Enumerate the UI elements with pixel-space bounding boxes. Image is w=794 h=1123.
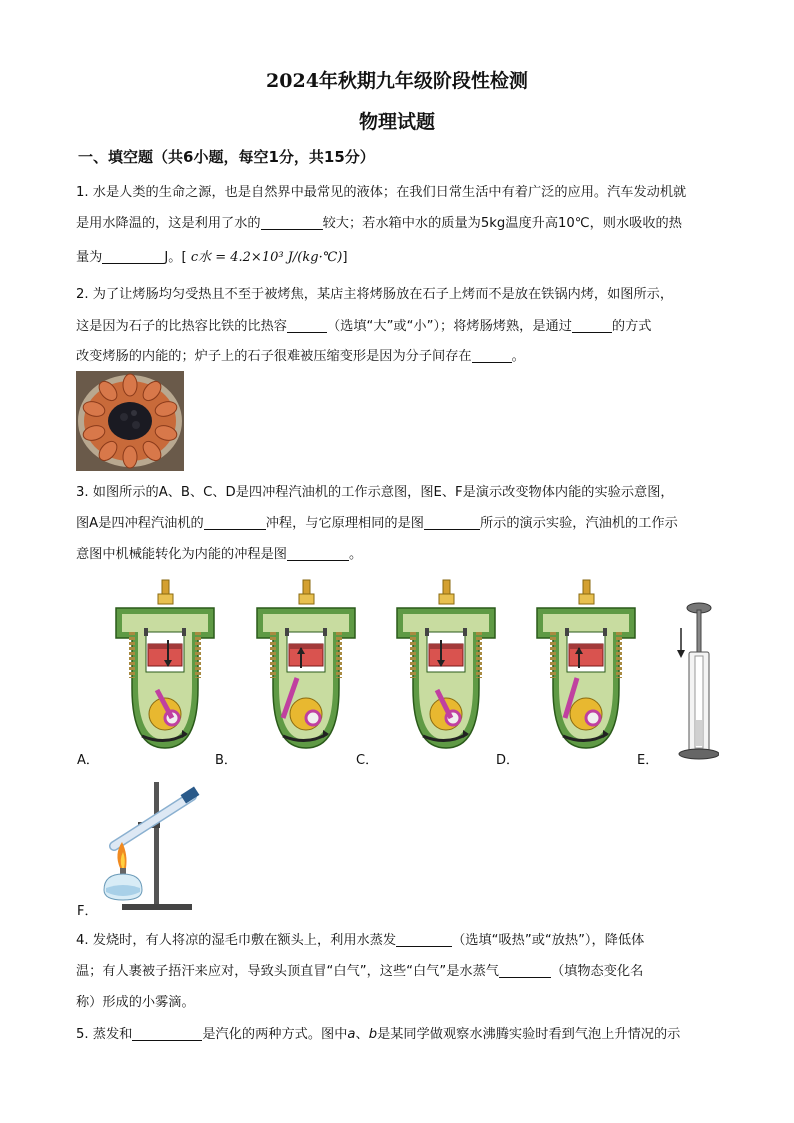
q5-text-a: 5. 蒸发和 [76, 1027, 133, 1042]
figure-label-d: D． [496, 753, 520, 768]
q3-text-e: 。 [349, 547, 363, 562]
q1-line1: 1. 水是人类的生命之源，也是自然界中最常见的液体；在我们日常生活中有着广泛的应用。汽车发动机就 [76, 185, 687, 200]
q4-blank-1[interactable] [396, 932, 452, 947]
air-compression-tube-diagram [673, 600, 719, 760]
q4-line1 [76, 929, 644, 948]
q2-line3 [76, 345, 525, 364]
figure-label-b: B． [215, 753, 237, 768]
figure-label-e: E． [637, 753, 659, 768]
q2-blank-2[interactable] [572, 318, 612, 333]
q3-text-d: 意图中机械能转化为内能的冲程是图 [76, 547, 287, 562]
q3-line3 [76, 543, 362, 562]
engine-diagram-c [393, 578, 499, 758]
q4-blank-2[interactable] [499, 963, 551, 978]
q2-line2 [76, 315, 651, 334]
q5-text-c: 是某同学做观察水沸腾实验时看到气泡上升情况的示 [377, 1027, 681, 1042]
q2-blank-3[interactable] [472, 348, 512, 363]
q4-text-a: 4. 发烧时，有人将凉的湿毛巾敷在额头上，利用水蒸发 [76, 933, 397, 948]
engine-diagram-d [533, 578, 639, 758]
q5-sep: 、 [355, 1027, 369, 1042]
q3-blank-2[interactable] [424, 515, 480, 530]
q3-text-b: 冲程，与它原理相同的是图 [265, 516, 424, 531]
figure-label-a: A． [77, 753, 99, 768]
q5-var-b: b [368, 1027, 378, 1042]
q2-text-d: 改变烤肠的内能的；炉子上的石子很难被压缩变形是因为分子间存在 [76, 349, 472, 364]
figure-label-f: F． [77, 904, 98, 919]
q3-text-a: 图A是四冲程汽油机的 [76, 516, 204, 531]
exam-subtitle: 物理试题 [358, 111, 435, 133]
q2-text-a: 这是因为石子的比热容比铁的比热容 [76, 319, 287, 334]
q3-blank-3[interactable] [287, 546, 349, 561]
q3-line2 [76, 512, 678, 531]
q4-line3: 称）形成的小雾滴。 [76, 995, 195, 1010]
q5-text-b: 是汽化的两种方式。图中 [202, 1027, 348, 1042]
q3-text-c: 所示的演示实验，汽油机的工作示 [479, 516, 678, 531]
grilled-sausage-photo [76, 371, 184, 471]
q5-blank-1[interactable] [132, 1026, 202, 1041]
exam-title: 2024年秋期九年级阶段性检测 [266, 70, 528, 92]
q2-text-c: 的方式 [611, 319, 652, 334]
q1-text-a: 是用水降温的，这是利用了水的 [76, 216, 261, 231]
q1-blank-1[interactable] [261, 215, 323, 230]
q3-blank-1[interactable] [204, 515, 266, 530]
q4-text-c: 温；有人裹被子捂汗来应对，导致头顶直冒“白气”，这些“白气”是水蒸气 [76, 964, 499, 979]
q1-line2 [76, 212, 682, 231]
q1-text-d: J。[ [164, 250, 187, 265]
q1-text-b: 较大；若水箱中水的质量为5kg温度升高10℃，则水吸收的热 [322, 216, 682, 231]
q2-text-e: 。 [511, 349, 525, 364]
specific-heat-formula: c水 = 4.2×10³ J/(kg·℃) [190, 250, 343, 265]
q1-text-e: ] [342, 250, 348, 265]
engine-diagram-a [112, 578, 218, 758]
q1-text-c: 量为 [76, 250, 103, 265]
q5-var-a: a [347, 1027, 356, 1042]
q5-line1 [76, 1023, 680, 1042]
q1-blank-2[interactable] [102, 249, 164, 264]
q2-line1: 2. 为了让烤肠均匀受热且不至于被烤焦，某店主将烤肠放在石子上烤而不是放在铁锅内烤，如图所示， [76, 287, 674, 302]
q2-text-b: （选填“大”或“小”）；将烤肠烤熟，是通过 [327, 319, 572, 334]
section-heading: 一、填空题（共6小题，每空1分，共15分） [78, 148, 375, 166]
q2-blank-1[interactable] [287, 318, 327, 333]
q4-text-d: （填物态变化名 [550, 964, 644, 979]
figure-label-c: C． [356, 753, 379, 768]
q4-text-b: （选填“吸热”或“放热”），降低体 [452, 933, 645, 948]
q4-line2 [76, 960, 643, 979]
heated-test-tube-diagram [92, 782, 210, 912]
q1-line3 [76, 246, 347, 265]
q3-line1: 3. 如图所示的A、B、C、D是四冲程汽油机的工作示意图，图E、F是演示改变物体内能的实验示意图， [76, 485, 674, 500]
engine-diagram-b [253, 578, 359, 758]
